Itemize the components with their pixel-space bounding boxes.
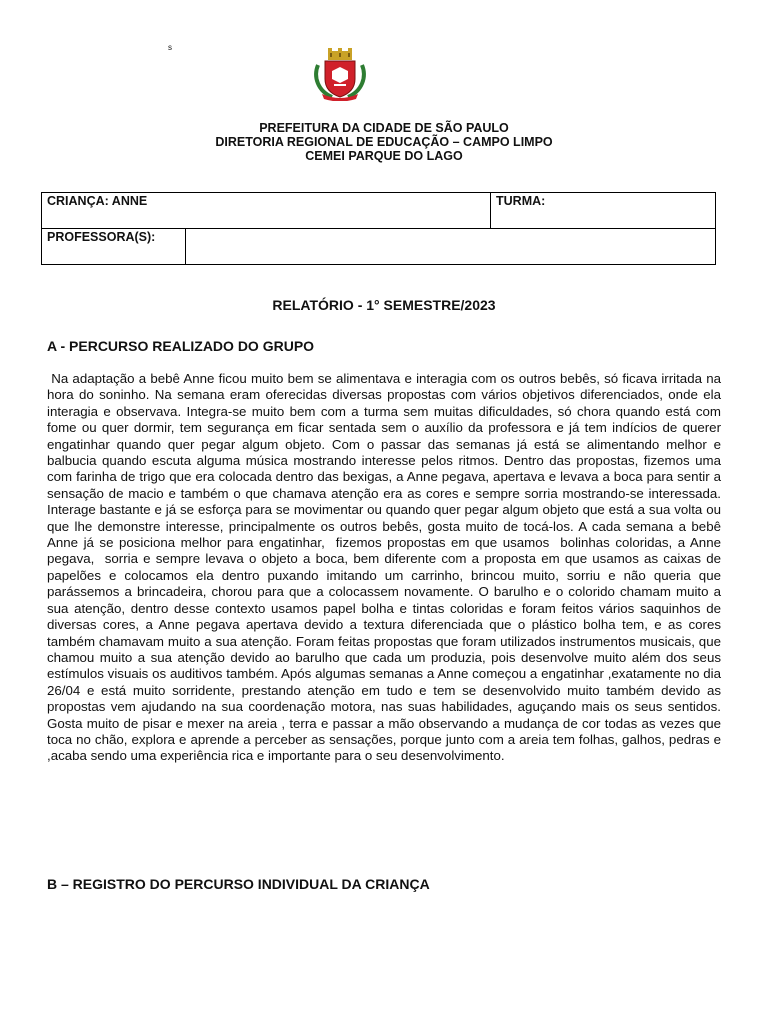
stray-mark: s: [168, 43, 172, 52]
teacher-value-cell: [186, 229, 716, 265]
header-line-prefeitura: PREFEITURA DA CIDADE DE SÃO PAULO: [259, 121, 509, 135]
header-line-cemei: CEMEI PARQUE DO LAGO: [305, 149, 463, 163]
section-b-heading: B – REGISTRO DO PERCURSO INDIVIDUAL DA CRIANÇA: [47, 876, 430, 892]
section-a-body: Na adaptação a bebê Anne ficou muito bem se alimentava e interagia com os outros bebês, só ficava irritada na hora do soninho. Na semana eram oferecidas diversas propostas com vários objetivos diferenciados, onde ela interagia e observava. Integra-se muito bem com a turma sem muitas dificuldades, só chora quando está com fome ou quer dormir, tem segurança em ficar sentada sem o auxílio da professora e já tem indícios de querer engatinhar quando quer pegar algum objeto. Com o passar das semanas já está se alimentando melhor e balbucia quando escuta alguma música mostrando interesse pelos ritmos. Dentro das propostas, fizemos uma com farinha de trigo que era colocada dentro das bexigas, a Anne pegava, apertava e levava a boca para sentir a sensação de macio e também o que chamava atenção era as cores e sempre sorria mostrando-se interessada. Interage bastante e já se esforça para se movimentar ou quando quer pegar algum objeto que está a sua volta ou que lhe demonstre interesse, principalmente os outros bebês, gosta muito de tocá-los. A cada semana a bebê Anne já se posiciona melhor para engatinhar, fizemos propostas em que usamos bolinhas coloridas, a Anne pegava, sorria e sempre levava o objeto a boca, bem diferente com a proposta em que usamos as caixas de papelões e colocamos ela dentro puxando imitando um carrinho, brincou muito, sorriu e não queria que parássemos a brincadeira, chorou para que a colocassem novamente. O barulho e o colorido chamam muito a sua atenção, dentro desse contexto usamos papel bolha e tintas coloridas e foram feitos vários saquinhos de diversas cores, a Anne pegava apertava devido a textura diferenciada que o plástico bolha tem, e as cores também chamavam muito a sua atenção. Foram feitas propostas que foram utilizados instrumentos musicais, que chamou muito a sua atenção devido ao barulho que cada um produzia, pois desenvolve muito além dos seus estímulos visuais os auditivos também. Após algumas semanas a Anne começou a engatinhar ,exatamente no dia 26/04 e está muito sorridente, prestando atenção em tudo e tem se desenvolvido muito também devido as propostas vem ajudando na sua coordenação motora, nas suas habilidades, aguçando mais os seus sentidos. Gosta muito de pisar e mexer na areia , terra e passar a mão observando a mudança de cor todas as vezes que toca no chão, explora e aprende a perceber as sensações, porque junto com a areia tem folhas, galhos, pedras e ,acaba sendo uma experiência rica e importante para o seu desenvolvimento.: [47, 371, 725, 764]
report-title: RELATÓRIO - 1° SEMESTRE/2023: [272, 297, 496, 313]
student-row: [42, 193, 716, 229]
section-a-heading: A - PERCURSO REALIZADO DO GRUPO: [47, 338, 315, 354]
class-cell: TURMA:: [491, 193, 716, 229]
student-info-table: [41, 192, 716, 265]
teacher-row: [42, 229, 716, 265]
institution-header: [0, 121, 768, 163]
teacher-label-cell: PROFESSORA(S):: [42, 229, 186, 265]
city-coat-of-arms-icon: [310, 47, 370, 101]
child-name-cell: CRIANÇA: ANNE: [42, 193, 491, 229]
header-line-diretoria: DIRETORIA REGIONAL DE EDUCAÇÃO – CAMPO LIMPO: [215, 135, 553, 149]
